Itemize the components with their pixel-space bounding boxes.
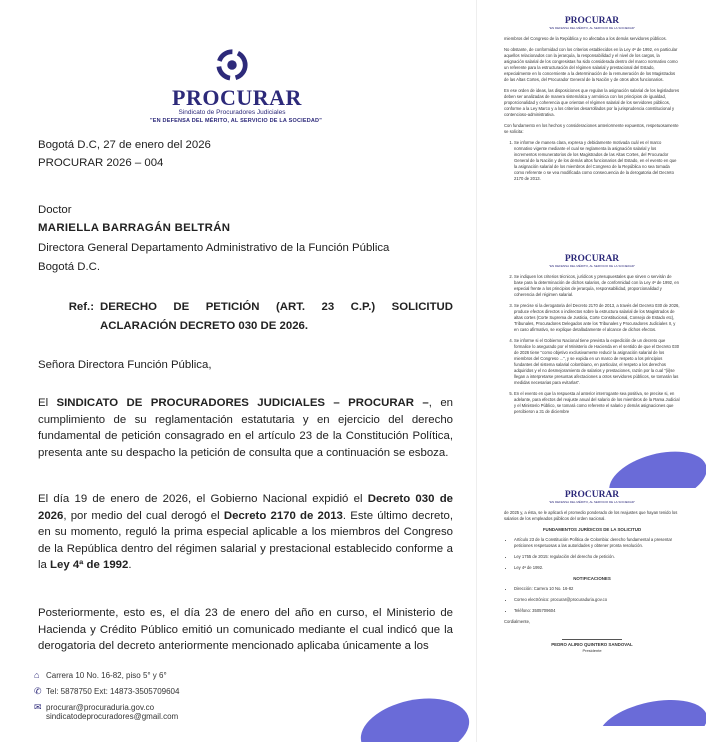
legal-ground-2: • Ley 1755 de 2015: regulación del derecho de petición. (514, 554, 680, 560)
paragraph-2-decree-2170: Decreto 2170 de 2013 (223, 509, 343, 522)
legal-grounds-title: FUNDAMENTOS JURÍDICOS DE LA SOLICITUD (542, 527, 642, 532)
signer-name: PEDRO ALIRIO QUINTERO SANDOVAL (551, 642, 633, 647)
side-page-4-body (478, 510, 706, 654)
notification-address: • Dirección: Carrera 10 No. 16-82 (514, 586, 680, 592)
side-p4-text-0: de 2025 y, a ésta, se le aplicará el promedio ponderado de los reajustes que hayan tenido los salarios de los empleados públicos del orden nacional. (504, 510, 678, 521)
salutation-title: Doctor (38, 204, 72, 216)
phone-icon: ✆ (34, 686, 42, 696)
side-logo-motto: "EN DEFENSA DEL MÉRITO, AL SERVICIO DE LA SOCIEDAD" (548, 500, 636, 504)
side-page-2-header (478, 16, 706, 30)
side-p3-request-2: 2. Se indiquen los criterios técnicos, jurídicos y presupuestales que sirven o servirán de base para la determinación de dichos salarios, de conformidad con la Ley 4ª de 1992, en especial frente a los principios de jerarquía, responsabilidad, proporcionalidad y coherencia del régimen salarial. (514, 274, 680, 298)
logo-name: PROCURAR (172, 85, 302, 110)
side-page-2 (478, 16, 706, 252)
recipient-city: Bogotá D.C. (38, 261, 101, 273)
paragraph-2-text-c: , por medio del cual derogó el (63, 509, 224, 522)
paragraph-2 (38, 491, 453, 574)
footer-email-2[interactable]: sindicatodeprocuradores@gmail.com (46, 712, 179, 721)
paragraph-1 (38, 395, 453, 461)
paragraph-1-text-a: El (38, 397, 57, 409)
footer-phone (34, 686, 179, 697)
side-page-2-body (478, 36, 706, 182)
footer-email-1[interactable]: procurar@procuraduria.gov.co (46, 703, 155, 712)
page-divider (476, 0, 477, 742)
letter-date: Bogotá D.C, 27 de enero del 2026 (38, 139, 211, 151)
reference-label: Ref.: (68, 301, 94, 313)
decorative-wave (355, 689, 472, 742)
recipient-name: MARIELLA BARRAGÁN BELTRÁN (38, 222, 231, 234)
side-logo-name: PROCURAR (564, 254, 620, 264)
location-icon: ⌂ (34, 670, 40, 680)
reference-line-2: ACLARACIÓN DECRETO 030 DE 2026. (100, 320, 309, 332)
closing: Cordialmente, (504, 619, 531, 624)
reference-line-1: DERECHO DE PETICIÓN (ART. 23 C.P.) SOLICITUD (100, 301, 453, 313)
side-page-4-header (478, 490, 706, 504)
footer-address-text: Carrera 10 No. 16-82, piso 5° y 6° (46, 671, 167, 680)
notification-email: • Correo electrónico: procurar@procuraduria.gov.co (514, 597, 680, 603)
greeting: Señora Directora Función Pública, (38, 359, 212, 371)
paragraph-2-text-g: . (128, 559, 132, 571)
mail-icon: ✉ (34, 702, 42, 712)
side-p2-text-2: En ese orden de ideas, las disposiciones que regulan la asignación salarial de los legisladores deben ser analizadas de manera sistemática y armónica con los principios de igualdad, proporcionalidad y coherencia que orientan el régimen salarial de los servidores públicos, conforme a la Ley Marco y a los criterios desarrollados por la jurisprudencia constitucional y contencioso-administrativa. (504, 88, 680, 117)
notifications-title: NOTIFICACIONES (573, 576, 611, 581)
side-p2-text-0: miembros del Congreso de la República y no afectaba a los demás servidores públicos. (504, 36, 667, 41)
footer-address (34, 670, 167, 681)
paragraph-2-law-4: Ley 4ª de 1992 (50, 559, 129, 571)
paragraph-3: Posteriormente, esto es, el día 23 de enero del año en curso, el Ministerio de Hacienda y Crédito Público emitió un comunicado mediante el cual indicó que la derogatoria del decreto anteriormente mencionado aplicaba únicamente a los (38, 607, 453, 652)
side-logo-name: PROCURAR (564, 16, 620, 26)
side-p3-request-3: 3. Se precise si la derogatoria del Decreto 2170 de 2013, a través del Decreto 030 de 2026, produce efectos directos o indirectos sobre la estructura salarial de los Magistrados de altas cortes (Corte Suprema de Justicia, Corte Constitucional, Consejo de Estado etc), Tribunales, Procuradores Delegados ante los Tribunales y Procuradores Judiciales II, y en caso afirmativo, se explique detalladamente el alcance de dichos efectos. (514, 303, 680, 333)
logo-subtitle: Sindicato de Procuradores Judiciales (178, 109, 286, 116)
side-logo-name: PROCURAR (564, 490, 620, 500)
side-page-3-body (478, 274, 706, 415)
side-page-4 (478, 490, 706, 726)
paragraph-1-union-name: SINDICATO DE PROCURADORES JUDICIALES – PROCURAR – (56, 397, 429, 409)
procurar-logo (172, 48, 302, 118)
side-page-3 (478, 254, 706, 488)
side-logo-motto: "EN DEFENSA DEL MÉRITO, AL SERVICIO DE LA SOCIEDAD" (548, 26, 636, 30)
side-p2-text-1: No obstante, de conformidad con los criterios establecidos en la Ley 4ª de 1992, en particular aquellos relacionados con la jerarquía, la responsabilidad y el nivel de los cargos, la asignación salarial de los congresistas ha sido considerada dentro del marco normativo como un referente para la estructuración del régimen salarial y prestacional del Estado, especialmente en lo concerniente a la determinación de la remuneración de los Magistrados de las Altas Cortes, del Procurador General de la Nación y de otros altos funcionarios. (504, 47, 678, 82)
legal-ground-3: • Ley 4ª de 1992. (514, 565, 680, 571)
procurar-emblem-icon (213, 48, 251, 82)
signature (562, 631, 622, 640)
recipient-role: Directora General Departamento Administrativo de la Función Pública (38, 242, 390, 254)
legal-ground-1: • Artículo 23 de la Constitución Política de Colombia: derecho fundamental a presentar peticiones respetuosas a las autoridades y obtener pronta resolución. (514, 537, 680, 549)
logo-motto: "EN DEFENSA DEL MÉRITO, AL SERVICIO DE LA SOCIEDAD" (149, 118, 323, 124)
signer-role: Presidente (582, 648, 602, 653)
side-logo-motto: "EN DEFENSA DEL MÉRITO, AL SERVICIO DE LA SOCIEDAD" (548, 264, 636, 268)
side-p2-request-1: 1. Se informe de manera clara, expresa y debidamente motivada cuál es el marco normativo vigente mediante el cual se reglamenta la asignación salarial y los incrementos remuneratorios de los Magistrados de las Altas Cortes, del Procurador General de la Nación y de los demás altos funcionarios del Estado, en el evento en que la asignación salarial de los miembros del Congreso de la República no sea tomada como referente o se vea modificada como consecuencia de la derogatoria del Decreto 2170 de 2013. (514, 140, 680, 182)
paragraph-2-text-a: El día 19 de enero de 2026, el Gobierno Nacional expidió el (38, 493, 368, 505)
side-p3-request-4: 4. Se informe si el Gobierno Nacional tiene prevista la expedición de un decreto que formalice lo asegurado por el Ministerio de Hacienda en el sentido de que el Decreto 030 de 2026 tiene "como objetivo exclusivamente reducir la asignación salarial de los miembros del Congreso ...", y se expida en un marco de respeto a los principios fundantes del sistema salarial colombiano, en particular, el respeto a los derechos adquiridos y el no desmejoramiento de salarios y prestaciones, razón por la cual "(ii)se llegan a interpretarse presuntas afectaciones a otros servidores públicos, se tomarán las medidas necesarias para evitarlas". (514, 338, 680, 386)
paragraph-1-text-c: , en cumplimiento de su reglamentación estatutaria y en ejercicio del derecho fundamental de petición consagrado en el artículo 23 de la Constitución Política, presenta ante su despacho la petición de consulta que a continuación se esboza. (38, 397, 453, 459)
footer-phone-text: Tel: 5878750 Ext: 14873-3505709604 (46, 687, 180, 696)
paragraph-2-text-e: . Este último decreto, en su momento, reguló la prima especial aplicable a los miembros del Congreso de la República dentro del régimen salarial y prestacional establecido conforme a la (38, 509, 454, 571)
decorative-wave (594, 691, 706, 726)
letter-reference-number: PROCURAR 2026 – 004 (38, 157, 164, 169)
side-page-3-header (478, 254, 706, 268)
paragraph-2-decree-030: Decreto 030 de 2026 (38, 493, 453, 522)
side-p2-text-3: Con fundamento en los hechos y consideraciones anteriormente expuestos, respetuosamente se solicita: (504, 123, 679, 134)
decorative-wave (603, 442, 706, 488)
side-p3-request-5: 5. En el evento en que la respuesta al anterior interrogante sea positiva, se precise si, en adelante, para efectos del reajuste anual del salario de los miembros de la Rama Judicial y el Ministerio Público, se tomará como referente el salario y demás asignaciones que percibieron a 31 de diciembre (514, 391, 680, 415)
notification-phone: • Teléfono: 3505709604 (514, 608, 680, 614)
